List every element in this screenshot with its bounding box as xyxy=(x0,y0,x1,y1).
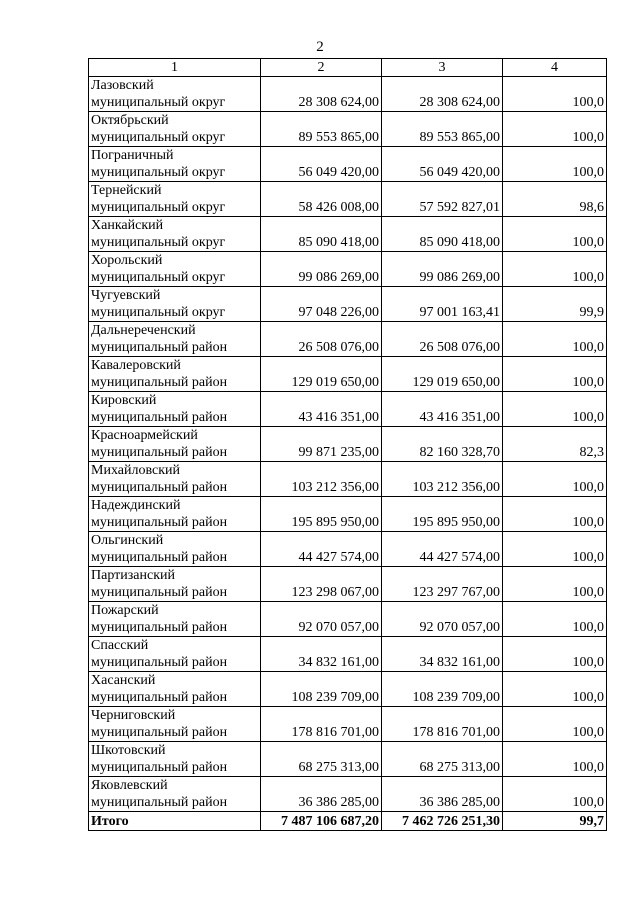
table-row xyxy=(89,77,607,112)
fact-amount: 28 308 624,00 xyxy=(382,77,503,112)
plan-amount: 92 070 057,00 xyxy=(261,602,382,637)
execution-percent: 100,0 xyxy=(503,742,607,777)
table-row xyxy=(89,777,607,812)
table-row xyxy=(89,602,607,637)
execution-percent: 100,0 xyxy=(503,532,607,567)
total-percent: 99,7 xyxy=(503,812,607,831)
municipality-name: Хорольский муниципальный округ xyxy=(89,252,261,287)
execution-percent: 100,0 xyxy=(503,567,607,602)
execution-percent: 100,0 xyxy=(503,322,607,357)
budget-table xyxy=(88,58,607,831)
execution-percent: 99,9 xyxy=(503,287,607,322)
column-header-3: 3 xyxy=(382,59,503,77)
execution-percent: 100,0 xyxy=(503,77,607,112)
page-number: 2 xyxy=(316,39,324,55)
plan-amount: 99 871 235,00 xyxy=(261,427,382,462)
fact-amount: 195 895 950,00 xyxy=(382,497,503,532)
table-row xyxy=(89,637,607,672)
plan-amount: 85 090 418,00 xyxy=(261,217,382,252)
municipality-name: Тернейский муниципальный округ xyxy=(89,182,261,217)
fact-amount: 85 090 418,00 xyxy=(382,217,503,252)
execution-percent: 98,6 xyxy=(503,182,607,217)
fact-amount: 129 019 650,00 xyxy=(382,357,503,392)
plan-amount: 43 416 351,00 xyxy=(261,392,382,427)
total-row xyxy=(89,812,607,831)
execution-percent: 100,0 xyxy=(503,252,607,287)
plan-amount: 103 212 356,00 xyxy=(261,462,382,497)
total-plan: 7 487 106 687,20 xyxy=(261,812,382,831)
table-body xyxy=(89,77,607,812)
fact-amount: 89 553 865,00 xyxy=(382,112,503,147)
table-row xyxy=(89,462,607,497)
execution-percent: 82,3 xyxy=(503,427,607,462)
plan-amount: 178 816 701,00 xyxy=(261,707,382,742)
execution-percent: 100,0 xyxy=(503,392,607,427)
fact-amount: 68 275 313,00 xyxy=(382,742,503,777)
municipality-name: Ольгинский муниципальный район xyxy=(89,532,261,567)
table-row xyxy=(89,707,607,742)
plan-amount: 97 048 226,00 xyxy=(261,287,382,322)
execution-percent: 100,0 xyxy=(503,112,607,147)
municipality-name: Октябрьский муниципальный округ xyxy=(89,112,261,147)
total-label: Итого xyxy=(89,812,261,831)
plan-amount: 99 086 269,00 xyxy=(261,252,382,287)
column-header-2: 2 xyxy=(261,59,382,77)
municipality-name: Красноармейский муниципальный район xyxy=(89,427,261,462)
plan-amount: 58 426 008,00 xyxy=(261,182,382,217)
table-header-row xyxy=(89,59,607,77)
plan-amount: 129 019 650,00 xyxy=(261,357,382,392)
total-fact: 7 462 726 251,30 xyxy=(382,812,503,831)
fact-amount: 108 239 709,00 xyxy=(382,672,503,707)
plan-amount: 28 308 624,00 xyxy=(261,77,382,112)
fact-amount: 56 049 420,00 xyxy=(382,147,503,182)
fact-amount: 82 160 328,70 xyxy=(382,427,503,462)
fact-amount: 123 297 767,00 xyxy=(382,567,503,602)
municipality-name: Чугуевский муниципальный округ xyxy=(89,287,261,322)
table-row xyxy=(89,427,607,462)
fact-amount: 178 816 701,00 xyxy=(382,707,503,742)
municipality-name: Кавалеровский муниципальный район xyxy=(89,357,261,392)
plan-amount: 36 386 285,00 xyxy=(261,777,382,812)
fact-amount: 43 416 351,00 xyxy=(382,392,503,427)
fact-amount: 44 427 574,00 xyxy=(382,532,503,567)
fact-amount: 26 508 076,00 xyxy=(382,322,503,357)
execution-percent: 100,0 xyxy=(503,777,607,812)
table-row xyxy=(89,357,607,392)
table-row xyxy=(89,182,607,217)
execution-percent: 100,0 xyxy=(503,217,607,252)
fact-amount: 99 086 269,00 xyxy=(382,252,503,287)
municipality-name: Хасанский муниципальный район xyxy=(89,672,261,707)
municipality-name: Шкотовский муниципальный район xyxy=(89,742,261,777)
execution-percent: 100,0 xyxy=(503,462,607,497)
table-row xyxy=(89,217,607,252)
execution-percent: 100,0 xyxy=(503,497,607,532)
table-row xyxy=(89,672,607,707)
execution-percent: 100,0 xyxy=(503,357,607,392)
table-row xyxy=(89,532,607,567)
plan-amount: 108 239 709,00 xyxy=(261,672,382,707)
table-row xyxy=(89,497,607,532)
municipality-name: Михайловский муниципальный район xyxy=(89,462,261,497)
execution-percent: 100,0 xyxy=(503,602,607,637)
plan-amount: 195 895 950,00 xyxy=(261,497,382,532)
fact-amount: 92 070 057,00 xyxy=(382,602,503,637)
fact-amount: 103 212 356,00 xyxy=(382,462,503,497)
table-row xyxy=(89,147,607,182)
plan-amount: 34 832 161,00 xyxy=(261,637,382,672)
plan-amount: 123 298 067,00 xyxy=(261,567,382,602)
fact-amount: 36 386 285,00 xyxy=(382,777,503,812)
municipality-name: Ханкайский муниципальный округ xyxy=(89,217,261,252)
column-header-4: 4 xyxy=(503,59,607,77)
execution-percent: 100,0 xyxy=(503,147,607,182)
municipality-name: Надеждинский муниципальный район xyxy=(89,497,261,532)
fact-amount: 34 832 161,00 xyxy=(382,637,503,672)
table-row xyxy=(89,392,607,427)
fact-amount: 57 592 827,01 xyxy=(382,182,503,217)
municipality-name: Пограничный муниципальный округ xyxy=(89,147,261,182)
execution-percent: 100,0 xyxy=(503,637,607,672)
plan-amount: 68 275 313,00 xyxy=(261,742,382,777)
table-row xyxy=(89,112,607,147)
plan-amount: 26 508 076,00 xyxy=(261,322,382,357)
municipality-name: Яковлевский муниципальный район xyxy=(89,777,261,812)
table-row xyxy=(89,742,607,777)
table-row xyxy=(89,322,607,357)
municipality-name: Лазовский муниципальный округ xyxy=(89,77,261,112)
municipality-name: Спасский муниципальный район xyxy=(89,637,261,672)
plan-amount: 44 427 574,00 xyxy=(261,532,382,567)
table-row xyxy=(89,567,607,602)
column-header-1: 1 xyxy=(89,59,261,77)
municipality-name: Пожарский муниципальный район xyxy=(89,602,261,637)
municipality-name: Черниговский муниципальный район xyxy=(89,707,261,742)
municipality-name: Партизанский муниципальный район xyxy=(89,567,261,602)
table-row xyxy=(89,287,607,322)
execution-percent: 100,0 xyxy=(503,672,607,707)
table-row xyxy=(89,252,607,287)
plan-amount: 56 049 420,00 xyxy=(261,147,382,182)
plan-amount: 89 553 865,00 xyxy=(261,112,382,147)
municipality-name: Кировский муниципальный район xyxy=(89,392,261,427)
fact-amount: 97 001 163,41 xyxy=(382,287,503,322)
execution-percent: 100,0 xyxy=(503,707,607,742)
municipality-name: Дальнереченский муниципальный район xyxy=(89,322,261,357)
